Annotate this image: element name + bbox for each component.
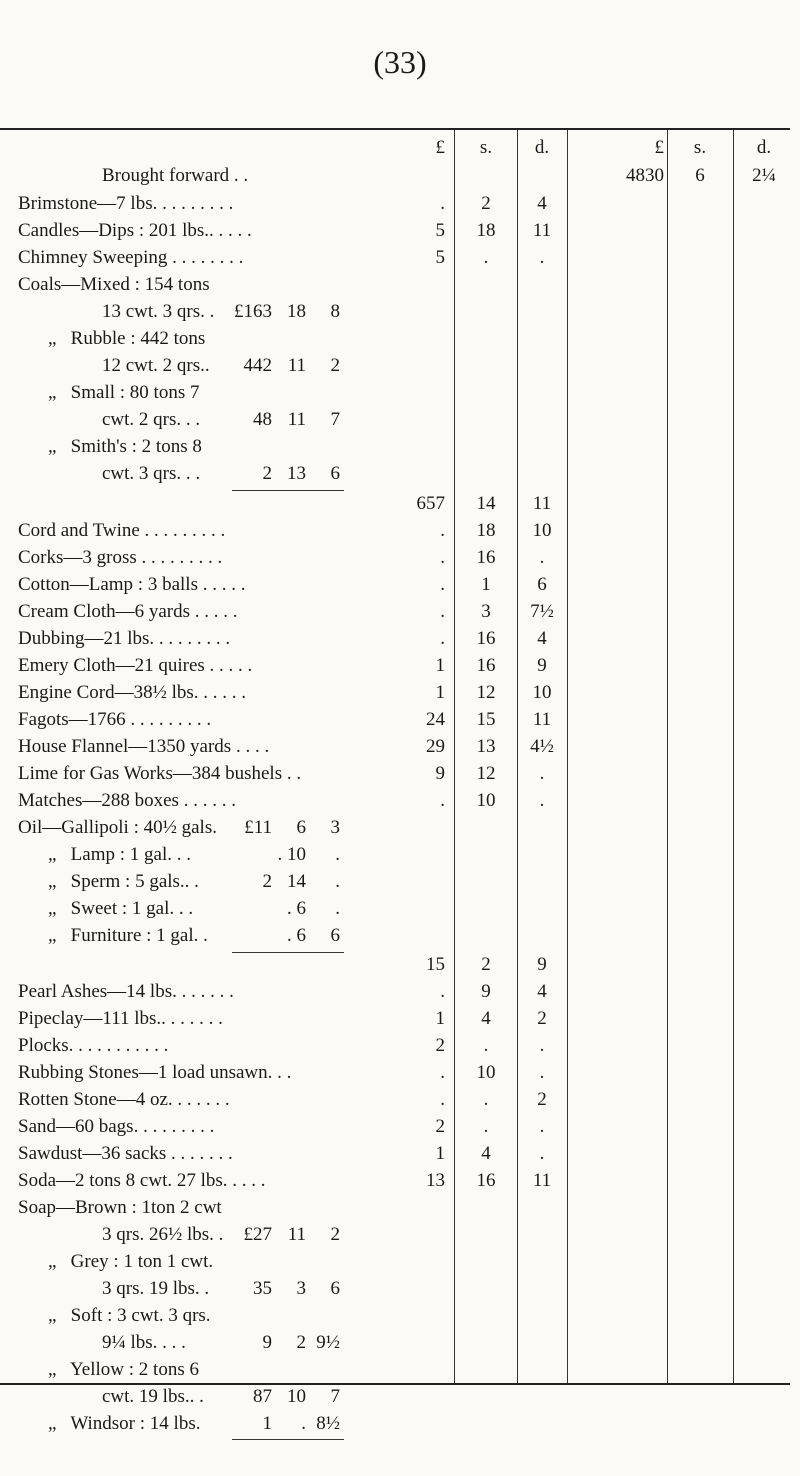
sub-pence: 8½ bbox=[316, 1413, 340, 1434]
coals-text: „ Smith's : 2 tons 8 bbox=[48, 436, 202, 457]
sub-pounds: 2 bbox=[262, 871, 272, 892]
ledger-row bbox=[0, 1113, 800, 1141]
item-label: Engine Cord—38½ lbs. . . . . . bbox=[18, 682, 246, 703]
sub-pounds: £163 bbox=[234, 301, 272, 322]
item-shillings: . bbox=[483, 247, 489, 268]
top-rule bbox=[0, 128, 790, 130]
sub-pence: 7 bbox=[330, 409, 340, 430]
oil-total-pounds: 15 bbox=[426, 954, 445, 975]
item-label: Plocks. . . . . . . . . . . bbox=[18, 1035, 169, 1056]
item-pounds: . bbox=[440, 601, 445, 622]
item-pence: . bbox=[539, 1143, 545, 1164]
soap-text: 9¼ lbs. . . . bbox=[102, 1332, 186, 1353]
sub-pence: 6 bbox=[330, 1278, 340, 1299]
item-label: Matches—288 boxes . . . . . . bbox=[18, 790, 236, 811]
sub-pounds: 9 bbox=[262, 1332, 272, 1353]
item-pence: 10 bbox=[532, 520, 552, 541]
sub-pounds: 48 bbox=[253, 409, 272, 430]
item-shillings: 4 bbox=[481, 1008, 491, 1029]
header-pence: d. bbox=[534, 137, 550, 158]
item-shillings: 4 bbox=[481, 1143, 491, 1164]
sub-shillings: 11 bbox=[287, 409, 306, 430]
item-label: Rubbing Stones—1 load unsawn. . . bbox=[18, 1062, 292, 1083]
sub-pence: 8 bbox=[330, 301, 340, 322]
item-pence: 4 bbox=[537, 628, 547, 649]
soap-line bbox=[0, 1383, 800, 1411]
item-label: Rotten Stone—4 oz. . . . . . . bbox=[18, 1089, 230, 1110]
soap-line bbox=[0, 1194, 800, 1222]
oil-total-row bbox=[0, 951, 800, 979]
coals-text: Coals—Mixed : 154 tons bbox=[18, 274, 210, 295]
item-label: Chimney Sweeping . . . . . . . . bbox=[18, 247, 244, 268]
item-pence: . bbox=[539, 1062, 545, 1083]
item-shillings: . bbox=[483, 1116, 489, 1137]
soap-line bbox=[0, 1248, 800, 1276]
soap-text: 3 qrs. 19 lbs. . bbox=[102, 1278, 210, 1299]
sub-pence: 6 bbox=[330, 463, 340, 484]
item-pounds: . bbox=[440, 790, 445, 811]
item-shillings: 16 bbox=[476, 1170, 496, 1191]
coals-total-pence: 11 bbox=[532, 493, 552, 514]
item-shillings: 16 bbox=[476, 628, 496, 649]
sub-shillings: . 6 bbox=[287, 925, 306, 946]
soap-text: cwt. 19 lbs.. . bbox=[102, 1386, 204, 1407]
ledger-row bbox=[0, 1167, 800, 1195]
coals-line bbox=[0, 379, 800, 407]
item-label: Fagots—1766 . . . . . . . . . bbox=[18, 709, 212, 730]
item-pence: 4½ bbox=[530, 736, 554, 757]
soap-text: „ Soft : 3 cwt. 3 qrs. bbox=[48, 1305, 211, 1326]
sub-shillings: 11 bbox=[287, 1224, 306, 1245]
item-pounds: . bbox=[440, 193, 445, 214]
item-pounds: 2 bbox=[435, 1035, 445, 1056]
item-pounds: 1 bbox=[435, 655, 445, 676]
soap-line bbox=[0, 1410, 800, 1438]
item-shillings: 10 bbox=[476, 1062, 496, 1083]
item-shillings: 18 bbox=[476, 220, 496, 241]
ledger-row bbox=[0, 1005, 800, 1033]
sub-pounds: 1 bbox=[262, 1413, 272, 1434]
oil-line bbox=[0, 895, 800, 923]
sub-pounds: £27 bbox=[243, 1224, 272, 1245]
ledger-row bbox=[0, 1032, 800, 1060]
item-pence: 2 bbox=[537, 1089, 547, 1110]
page-number: (33) bbox=[373, 44, 427, 80]
sub-pence: 2 bbox=[330, 1224, 340, 1245]
item-label: Sand—60 bags. . . . . . . . . bbox=[18, 1116, 215, 1137]
item-shillings: . bbox=[483, 1089, 489, 1110]
item-pence: 11 bbox=[532, 1170, 552, 1191]
item-shillings: 3 bbox=[481, 601, 491, 622]
item-pence: . bbox=[539, 547, 545, 568]
item-pence: . bbox=[539, 1116, 545, 1137]
oil-text: Oil—Gallipoli : 40½ gals. bbox=[18, 817, 217, 838]
item-shillings: 15 bbox=[476, 709, 496, 730]
brought-forward-label: Brought forward . . bbox=[102, 165, 249, 186]
sub-shillings: . 6 bbox=[287, 898, 306, 919]
item-pounds: . bbox=[440, 520, 445, 541]
ledger-row bbox=[0, 598, 800, 626]
oil-text: „ Sperm : 5 gals.. . bbox=[48, 871, 199, 892]
ledger-row bbox=[0, 978, 800, 1006]
item-label: Sawdust—36 sacks . . . . . . . bbox=[18, 1143, 233, 1164]
soap-line bbox=[0, 1275, 800, 1303]
item-pounds: . bbox=[440, 1062, 445, 1083]
item-pounds: . bbox=[440, 628, 445, 649]
coals-text: 12 cwt. 2 qrs.. bbox=[102, 355, 210, 376]
soap-line bbox=[0, 1221, 800, 1249]
ledger-row bbox=[0, 544, 800, 572]
ledger-row bbox=[0, 217, 800, 245]
item-pounds: 1 bbox=[435, 682, 445, 703]
subtotal-rule bbox=[232, 1439, 344, 1440]
brought-forward-row bbox=[0, 162, 800, 190]
coals-total-pounds: 657 bbox=[416, 493, 445, 514]
item-pence: 9 bbox=[537, 655, 547, 676]
item-pounds: 13 bbox=[426, 1170, 445, 1191]
coals-text: 13 cwt. 3 qrs. . bbox=[102, 301, 215, 322]
coals-text: „ Small : 80 tons 7 bbox=[48, 382, 200, 403]
soap-text: „ Windsor : 14 lbs. bbox=[48, 1413, 201, 1434]
item-label: Soda—2 tons 8 cwt. 27 lbs. . . . . bbox=[18, 1170, 266, 1191]
ledger-row bbox=[0, 244, 800, 272]
item-pence: 2 bbox=[537, 1008, 547, 1029]
item-label: House Flannel—1350 yards . . . . bbox=[18, 736, 270, 757]
item-shillings: 9 bbox=[481, 981, 491, 1002]
sub-pence: 7 bbox=[330, 1386, 340, 1407]
sub-shillings: 14 bbox=[287, 871, 306, 892]
item-label: Pipeclay—111 lbs.. . . . . . . bbox=[18, 1008, 223, 1029]
brought-forward-shillings: 6 bbox=[695, 165, 705, 186]
header-shillings: s. bbox=[693, 137, 707, 158]
item-shillings: 12 bbox=[476, 763, 496, 784]
soap-text: 3 qrs. 26½ lbs. . bbox=[102, 1224, 224, 1245]
item-pounds: 29 bbox=[426, 736, 445, 757]
soap-line bbox=[0, 1356, 800, 1384]
sub-shillings: 11 bbox=[287, 355, 306, 376]
soap-line bbox=[0, 1329, 800, 1357]
ledger-row bbox=[0, 760, 800, 788]
coals-text: „ Rubble : 442 tons bbox=[48, 328, 206, 349]
item-pounds: 9 bbox=[435, 763, 445, 784]
item-label: Corks—3 gross . . . . . . . . . bbox=[18, 547, 223, 568]
ledger-row bbox=[0, 787, 800, 815]
item-label: Dubbing—21 lbs. . . . . . . . . bbox=[18, 628, 231, 649]
item-shillings: 12 bbox=[476, 682, 496, 703]
ledger-row bbox=[0, 1086, 800, 1114]
item-pence: 4 bbox=[537, 193, 547, 214]
currency-header-row bbox=[0, 134, 800, 162]
item-label: Cream Cloth—6 yards . . . . . bbox=[18, 601, 238, 622]
item-pence: 6 bbox=[537, 574, 547, 595]
item-pounds: 1 bbox=[435, 1143, 445, 1164]
ledger-row bbox=[0, 733, 800, 761]
oil-line bbox=[0, 922, 800, 950]
oil-line bbox=[0, 814, 800, 842]
ledger-row bbox=[0, 652, 800, 680]
coals-line bbox=[0, 325, 800, 353]
sub-pence: 6 bbox=[330, 925, 340, 946]
sub-pence: 2 bbox=[330, 355, 340, 376]
oil-line bbox=[0, 868, 800, 896]
sub-shillings: 10 bbox=[287, 1386, 306, 1407]
sub-shillings: 13 bbox=[287, 463, 306, 484]
sub-pence: . bbox=[335, 898, 340, 919]
item-pounds: 5 bbox=[435, 220, 445, 241]
item-label: Pearl Ashes—14 lbs. . . . . . . bbox=[18, 981, 234, 1002]
item-pence: 4 bbox=[537, 981, 547, 1002]
item-pounds: 24 bbox=[426, 709, 445, 730]
coals-text: cwt. 2 qrs. . . bbox=[102, 409, 201, 430]
header-pounds: £ bbox=[435, 137, 445, 158]
ledger-row bbox=[0, 1059, 800, 1087]
ledger-row bbox=[0, 679, 800, 707]
soap-line bbox=[0, 1302, 800, 1330]
sub-pence: . bbox=[335, 844, 340, 865]
item-pence: . bbox=[539, 763, 545, 784]
item-shillings: 2 bbox=[481, 193, 491, 214]
sub-shillings: 2 bbox=[296, 1332, 306, 1353]
item-pence: 10 bbox=[532, 682, 552, 703]
item-pence: . bbox=[539, 790, 545, 811]
item-label: Emery Cloth—21 quires . . . . . bbox=[18, 655, 253, 676]
item-shillings: 16 bbox=[476, 655, 496, 676]
coals-line bbox=[0, 298, 800, 326]
header-pounds: £ bbox=[654, 137, 664, 158]
item-shillings: 1 bbox=[481, 574, 491, 595]
sub-pounds: £11 bbox=[244, 817, 272, 838]
ledger-row bbox=[0, 706, 800, 734]
item-shillings: 16 bbox=[476, 547, 496, 568]
sub-pence: . bbox=[335, 871, 340, 892]
sub-shillings: . 10 bbox=[277, 844, 306, 865]
ledger-row bbox=[0, 517, 800, 545]
coals-line bbox=[0, 352, 800, 380]
item-pence: 7½ bbox=[530, 601, 554, 622]
ledger-row bbox=[0, 190, 800, 218]
header-pence: d. bbox=[756, 137, 772, 158]
coals-line bbox=[0, 433, 800, 461]
item-pounds: . bbox=[440, 981, 445, 1002]
item-pence: . bbox=[539, 1035, 545, 1056]
coals-line bbox=[0, 271, 800, 299]
item-label: Lime for Gas Works—384 bushels . . bbox=[18, 763, 302, 784]
ledger-row bbox=[0, 625, 800, 653]
item-label: Cord and Twine . . . . . . . . . bbox=[18, 520, 226, 541]
sub-shillings: . bbox=[301, 1413, 306, 1434]
sub-shillings: 6 bbox=[296, 817, 306, 838]
oil-total-pence: 9 bbox=[537, 954, 547, 975]
coals-line bbox=[0, 406, 800, 434]
sub-pounds: 2 bbox=[262, 463, 272, 484]
item-pounds: 5 bbox=[435, 247, 445, 268]
item-pounds: 2 bbox=[435, 1116, 445, 1137]
sub-shillings: 18 bbox=[287, 301, 306, 322]
oil-text: „ Sweet : 1 gal. . . bbox=[48, 898, 194, 919]
item-pence: 11 bbox=[532, 709, 552, 730]
soap-text: Soap—Brown : 1ton 2 cwt bbox=[18, 1197, 222, 1218]
item-label: Candles—Dips : 201 lbs.. . . . . bbox=[18, 220, 252, 241]
header-shillings: s. bbox=[479, 137, 493, 158]
item-label: Brimstone—7 lbs. . . . . . . . . bbox=[18, 193, 234, 214]
item-shillings: 10 bbox=[476, 790, 496, 811]
coals-text: cwt. 3 qrs. . . bbox=[102, 463, 201, 484]
soap-text: „ Grey : 1 ton 1 cwt. bbox=[48, 1251, 214, 1272]
ledger-row bbox=[0, 1140, 800, 1168]
item-pence: 11 bbox=[532, 220, 552, 241]
item-pence: . bbox=[539, 247, 545, 268]
coals-total-row bbox=[0, 490, 800, 518]
sub-shillings: 3 bbox=[296, 1278, 306, 1299]
coals-line bbox=[0, 460, 800, 488]
sub-pounds: 442 bbox=[243, 355, 272, 376]
item-shillings: . bbox=[483, 1035, 489, 1056]
oil-text: „ Furniture : 1 gal. . bbox=[48, 925, 208, 946]
oil-text: „ Lamp : 1 gal. . . bbox=[48, 844, 191, 865]
item-pounds: 1 bbox=[435, 1008, 445, 1029]
item-shillings: 18 bbox=[476, 520, 496, 541]
item-pounds: . bbox=[440, 547, 445, 568]
oil-line bbox=[0, 841, 800, 869]
coals-total-shillings: 14 bbox=[476, 493, 496, 514]
sub-pounds: 87 bbox=[253, 1386, 272, 1407]
brought-forward-pence: 2¼ bbox=[752, 165, 776, 186]
oil-total-shillings: 2 bbox=[481, 954, 491, 975]
sub-pence: 9½ bbox=[316, 1332, 340, 1353]
item-pounds: . bbox=[440, 574, 445, 595]
ledger-row bbox=[0, 571, 800, 599]
brought-forward-pounds: 4830 bbox=[626, 165, 664, 186]
item-pounds: . bbox=[440, 1089, 445, 1110]
sub-pounds: 35 bbox=[253, 1278, 272, 1299]
sub-pence: 3 bbox=[330, 817, 340, 838]
soap-text: „ Yellow : 2 tons 6 bbox=[48, 1359, 199, 1380]
item-shillings: 13 bbox=[476, 736, 496, 757]
item-label: Cotton—Lamp : 3 balls . . . . . bbox=[18, 574, 246, 595]
